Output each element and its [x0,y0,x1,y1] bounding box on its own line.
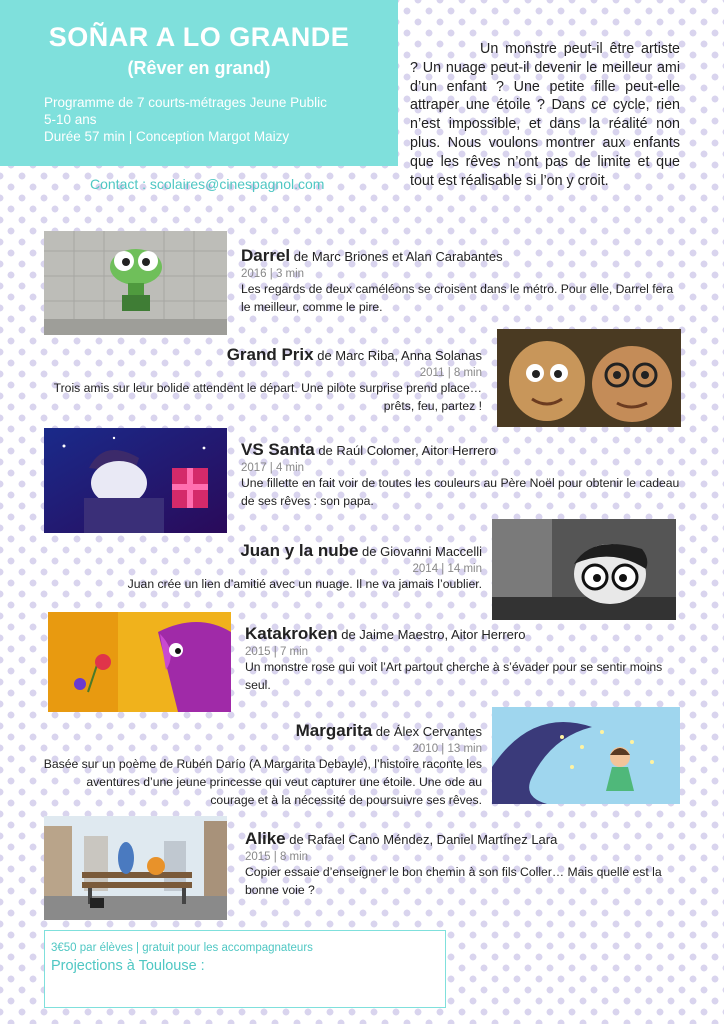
film-meta: 2016 | 3 min [241,268,305,280]
film-directors: de Álex Cervantes [372,724,482,739]
header-banner [0,0,398,166]
film-title: Juan y la nube [240,541,359,560]
film-description: Basée sur un poème de Rubén Darío (A Margarita Debayle), l’histoire raconte les aventures d’une jeune princesse qui veut capturer une étoile. Une ode au courage et à la nécessité de poursuivre ses rêves. [43,757,482,807]
film-margarita [40,721,482,809]
film-description: Juan crée un lien d’amitié avec un nuage. Il ne va jamais l’oublier. [127,577,482,591]
age-line: 5-10 ans [44,112,97,127]
film-title: Margarita [295,721,373,740]
footer-box [44,930,446,1008]
santa-icon [44,428,227,533]
film-meta: 2015 | 7 min [245,646,309,658]
film-darrel-image [44,231,227,335]
film-vs-santa [241,440,681,510]
film-description: Une fillette en fait voir de toutes les couleurs au Père Noël pour obtenir le cadeau de ses rêves : son papa. [241,476,680,508]
puppets-icon [497,329,681,427]
girl-tree-icon [492,707,680,804]
film-title: Darrel [241,246,291,265]
contact-link[interactable]: Contact : scolaires@cinespagnol.com [90,176,325,192]
price-info: 3€50 par élèves | gratuit pour les accompagnateurs [51,942,313,954]
film-darrel [241,246,681,316]
film-grand-prix-image [497,329,681,427]
page-subtitle: (Rêver en grand) [127,58,271,78]
film-title: Katakroken [245,624,338,643]
film-directors: de Rafael Cano Méndez, Daniel Martínez Lara [285,832,558,847]
duration-line: Durée 57 min | Conception Margot Maizy [44,129,290,144]
film-meta: 2014 | 14 min [412,563,482,575]
film-title: VS Santa [241,440,315,459]
film-margarita-image [492,707,680,804]
intro-text: Un monstre peut-il être artiste ? Un nuage peut-il devenir le meilleur ami d’un enfant ? Une petite fille peut-elle attraper une étoile ? Dans ce cycle, rien n’est impossible, et dans la réalité non plus. Nous voulons montrer aux enfants que les rêves n’ont pas de limite et que tout est réalisable si l’on y croit. [410,41,680,189]
projections-label: Projections à Toulouse : [51,958,205,974]
film-meta: 2017 | 4 min [241,462,305,474]
programme-line: Programme de 7 courts-métrages Jeune Public [44,95,327,110]
film-meta: 2010 | 13 min [412,743,482,755]
boy-glasses-icon [492,519,676,620]
film-alike-image [44,816,227,920]
film-description: Copier essaie d’enseigner le bon chemin à son fils Coller… Mais quelle est la bonne voie ? [245,865,662,897]
film-directors: de Jaime Maestro, Aitor Herrero [337,627,526,642]
pink-monster-icon [48,612,231,712]
film-katakroken-image [48,612,231,712]
bench-city-icon [44,816,227,920]
film-vs-santa-image [44,428,227,533]
film-title: Alike [245,829,286,848]
film-description: Trois amis sur leur bolide attendent le départ. Une pilote surprise prend place… prêts, feu, partez ! [53,381,482,413]
film-directors: de Marc Briones et Alan Carabantes [290,249,503,264]
programme-info [44,94,327,145]
film-description: Un monstre rose qui voit l’Art partout cherche à s’évader pour se sentir moins seul. [245,660,663,692]
film-meta: 2015 | 8 min [245,851,309,863]
film-directors: de Raúl Colomer, Aitor Herrero [314,443,497,458]
film-title: Grand Prix [226,345,314,364]
film-grand-prix [40,345,482,415]
film-juan-y-la-nube-image [492,519,676,620]
page-title: SOÑAR A LO GRANDE [48,22,350,52]
film-description: Les regards de deux caméléons se croisent dans le métro. Pour elle, Darrel fera le meilleur, comme le pire. [241,282,674,314]
film-alike [245,829,681,899]
chameleon-icon [44,231,227,335]
film-meta: 2011 | 8 min [419,367,482,379]
film-juan-y-la-nube [40,541,482,593]
film-katakroken [245,624,681,694]
film-directors: de Giovanni Maccelli [358,544,482,559]
film-directors: de Marc Riba, Anna Solanas [313,348,482,363]
